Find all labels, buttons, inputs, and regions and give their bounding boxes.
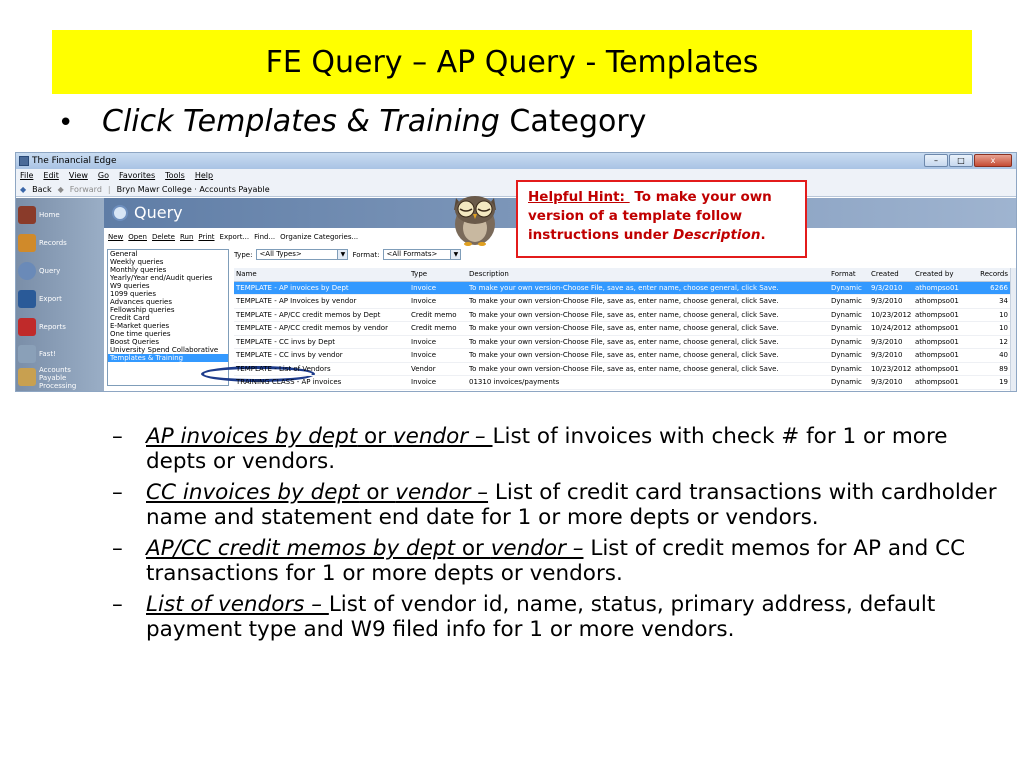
cell-created-by: athompso01 xyxy=(915,364,959,373)
hint-label: Helpful Hint: xyxy=(528,189,630,205)
delete-button[interactable]: Delete xyxy=(151,233,175,241)
cell-type: Invoice xyxy=(411,351,437,359)
forward-button[interactable]: Forward xyxy=(69,185,102,194)
cell-records: 10 xyxy=(999,324,1008,332)
sidebar-item-label: Home xyxy=(39,211,60,219)
cell-records: 40 xyxy=(999,351,1008,359)
cell-name: TEMPLATE - List of Vendors xyxy=(236,364,331,373)
grid-header-row xyxy=(234,268,1017,282)
hint-text: To make your own version of a template follow instructions under xyxy=(528,189,777,243)
owl-icon xyxy=(450,190,500,246)
back-button[interactable]: Back xyxy=(32,185,52,194)
category-item[interactable]: Monthly queries xyxy=(110,266,167,274)
cell-name: TEMPLATE - AP/CC credit memos by Dept xyxy=(236,310,381,319)
column-header-format[interactable]: Format xyxy=(831,270,856,278)
category-list[interactable] xyxy=(107,249,229,386)
query-title: Query xyxy=(134,203,183,222)
cell-name: TEMPLATE - AP/CC credit memos by vendor xyxy=(236,324,388,332)
cell-type: Invoice xyxy=(411,283,437,292)
type-filter-value: <All Types> xyxy=(259,250,302,258)
cell-description: To make your own version-Choose File, save as, enter name, choose general, click Save. xyxy=(469,351,779,359)
cell-name: TEMPLATE - CC invs by Dept xyxy=(236,337,336,346)
cell-format: Dynamic xyxy=(831,283,862,292)
cell-created-by: athompso01 xyxy=(915,297,959,305)
category-item[interactable]: General xyxy=(110,250,138,258)
menu-favorites[interactable]: Favorites xyxy=(118,171,156,180)
cell-type: Invoice xyxy=(411,378,437,386)
find-button[interactable]: Find... xyxy=(254,233,276,241)
cell-created: 10/23/2012 xyxy=(871,310,912,319)
cell-created-by: athompso01 xyxy=(915,283,959,292)
sidebar xyxy=(16,198,104,392)
cell-created: 9/3/2010 xyxy=(871,337,903,346)
sub-bullet-dash: – xyxy=(112,480,123,505)
cell-type: Credit memo xyxy=(411,324,457,332)
sidebar-item-ap-processing[interactable] xyxy=(18,366,102,392)
cell-created: 9/3/2010 xyxy=(871,378,903,386)
cell-name: TEMPLATE - CC invs by vendor xyxy=(236,351,343,359)
category-item[interactable]: Credit Card xyxy=(110,314,150,322)
table-row[interactable] xyxy=(234,309,1017,323)
cell-records: 10 xyxy=(999,310,1008,319)
window-title: The Financial Edge xyxy=(32,156,117,166)
query-toolbar xyxy=(108,233,358,241)
organize-categories-button[interactable]: Organize Categories... xyxy=(280,233,359,241)
category-item[interactable]: Boost Queries xyxy=(110,338,160,346)
sidebar-item-query[interactable] xyxy=(18,258,102,284)
query-icon xyxy=(18,262,36,280)
cell-created-by: athompso01 xyxy=(915,310,959,319)
column-header-name[interactable]: Name xyxy=(236,270,257,278)
records-icon xyxy=(18,234,36,252)
cell-type: Invoice xyxy=(411,337,437,346)
category-item[interactable]: 1099 queries xyxy=(110,290,157,298)
sidebar-item-label: Export xyxy=(39,295,62,303)
sub-bullet-text: List of credit memos for AP and CC transactions for 1 or more depts or vendors. xyxy=(146,536,972,586)
cell-created-by: athompso01 xyxy=(915,378,959,386)
cell-type: Credit memo xyxy=(411,310,457,319)
chevron-down-icon[interactable]: ▼ xyxy=(337,250,347,259)
grid-scrollbar[interactable] xyxy=(1010,268,1017,392)
sidebar-item-label: Reports xyxy=(39,323,66,331)
cell-created-by: athompso01 xyxy=(915,324,959,332)
fast-icon xyxy=(18,345,36,363)
cell-records: 34 xyxy=(999,297,1008,305)
table-row[interactable] xyxy=(234,282,1017,296)
bullet-italic-text: Click Templates & Training xyxy=(102,104,500,139)
cell-description: To make your own version-Choose File, save as, enter name, choose general, click Save. xyxy=(469,337,779,346)
open-button[interactable]: Open xyxy=(128,233,147,241)
cell-created-by: athompso01 xyxy=(915,351,959,359)
sidebar-item-label: Records xyxy=(39,239,67,247)
cell-records: 12 xyxy=(999,337,1008,346)
sub-bullet xyxy=(112,536,1012,586)
sub-bullet xyxy=(112,480,1012,530)
helpful-hint-box xyxy=(516,180,807,258)
column-header-description[interactable]: Description xyxy=(469,270,509,278)
cell-created: 9/3/2010 xyxy=(871,283,903,292)
print-button[interactable]: Print xyxy=(198,233,215,241)
menu-edit[interactable]: Edit xyxy=(43,171,59,180)
filter-bar xyxy=(234,249,461,260)
sub-bullet-term: vendor – xyxy=(395,480,489,505)
table-row[interactable] xyxy=(234,295,1017,309)
cell-created: 10/23/2012 xyxy=(871,364,912,373)
cell-format: Dynamic xyxy=(831,378,862,386)
ap-processing-icon xyxy=(18,368,36,386)
minimize-button[interactable]: – xyxy=(924,154,948,167)
sub-bullet-term: CC invoices by dept xyxy=(146,480,360,505)
query-header-icon xyxy=(112,205,128,221)
format-filter-label: Format: xyxy=(352,250,380,259)
sub-bullet-dash: – xyxy=(112,592,123,617)
cell-created: 9/3/2010 xyxy=(871,351,903,359)
menu-view[interactable]: View xyxy=(68,171,88,180)
menu-help[interactable]: Help xyxy=(194,171,214,180)
cell-created-by: athompso01 xyxy=(915,337,959,346)
cell-created: 10/24/2012 xyxy=(871,324,912,332)
slide-title: FE Query – AP Query - Templates xyxy=(52,30,972,94)
cell-records: 6266 xyxy=(990,283,1008,292)
table-row[interactable] xyxy=(234,349,1017,363)
table-row[interactable] xyxy=(234,363,1017,377)
type-filter-label: Type: xyxy=(234,250,253,259)
menu-tools[interactable]: Tools xyxy=(165,171,185,180)
sub-bullet-term: List of vendors – xyxy=(146,592,329,617)
table-row[interactable] xyxy=(234,322,1017,336)
sub-bullet-term: vendor – xyxy=(490,536,584,561)
bullet-dot: • xyxy=(58,108,74,138)
category-item[interactable]: One time queries xyxy=(110,330,171,338)
category-item[interactable]: University Spend Collaborative xyxy=(110,346,219,354)
reports-icon xyxy=(18,318,36,336)
sidebar-item-label: Accounts Payable Processing xyxy=(39,366,77,390)
cell-format: Dynamic xyxy=(831,324,862,332)
format-filter-select[interactable] xyxy=(383,249,461,260)
cell-name: TEMPLATE - AP invoices by Dept xyxy=(236,283,349,292)
cell-type: Invoice xyxy=(411,297,437,305)
cell-format: Dynamic xyxy=(831,297,862,305)
chevron-down-icon[interactable]: ▼ xyxy=(450,250,460,259)
cell-format: Dynamic xyxy=(831,351,862,359)
cell-name: TRAINING CLASS - AP invoices xyxy=(236,378,342,386)
export-icon xyxy=(18,290,36,308)
sidebar-item-label: Fast! xyxy=(39,350,56,358)
type-filter-select[interactable] xyxy=(256,249,348,260)
menu-file[interactable]: File xyxy=(20,171,34,180)
cell-description: To make your own version-Choose File, save as, enter name, choose general, click Save. xyxy=(469,283,779,292)
bullet-rest-text: Category xyxy=(499,104,647,139)
run-button[interactable]: Run xyxy=(179,233,194,241)
back-arrow-icon[interactable]: ◆ xyxy=(20,185,27,194)
sub-bullet-or: or xyxy=(359,480,396,505)
cell-records: 19 xyxy=(999,378,1008,386)
cell-description: To make your own version-Choose File, save as, enter name, choose general, click Save. xyxy=(469,324,779,332)
category-item[interactable]: Fellowship queries xyxy=(110,306,175,314)
cell-type: Vendor xyxy=(411,364,436,373)
hint-end: . xyxy=(760,227,766,243)
sub-bullet-list xyxy=(112,424,1012,648)
category-item[interactable]: Weekly queries xyxy=(110,258,164,266)
table-row[interactable] xyxy=(234,336,1017,350)
sub-bullet xyxy=(112,424,1012,474)
column-header-created[interactable]: Created xyxy=(871,270,899,278)
home-icon xyxy=(18,206,36,224)
sub-bullet-or: or xyxy=(357,424,393,449)
sub-bullet xyxy=(112,592,1012,642)
sidebar-item-home[interactable] xyxy=(18,202,102,228)
sub-bullet-dash: – xyxy=(112,424,123,449)
cell-records: 89 xyxy=(999,364,1008,373)
cell-description: To make your own version-Choose File, save as, enter name, choose general, click Save. xyxy=(469,297,779,305)
menu-go[interactable]: Go xyxy=(97,171,109,180)
sub-bullet-text: List of credit card transactions with cardholder name and statement end date for 1 or more depts or vendors. xyxy=(146,480,1004,530)
sub-bullet-term: vendor – xyxy=(392,424,493,449)
cell-name: TEMPLATE - AP Invoices by vendor xyxy=(236,297,357,305)
sidebar-item-label: Query xyxy=(39,267,61,275)
column-header-created-by[interactable]: Created by xyxy=(915,270,954,278)
category-item[interactable]: Yearly/Year end/Audit queries xyxy=(110,274,213,282)
hint-description-word: Description xyxy=(673,227,761,243)
cell-description: To make your own version-Choose File, save as, enter name, choose general, click Save. xyxy=(469,364,779,373)
sub-bullet-text: List of invoices with check # for 1 or more depts or vendors. xyxy=(146,424,948,474)
sub-bullet-or: or xyxy=(455,536,491,561)
cell-format: Dynamic xyxy=(831,364,862,373)
sub-bullet-dash: – xyxy=(112,536,123,561)
column-header-records[interactable]: Records xyxy=(980,270,1008,278)
export-button[interactable]: Export... xyxy=(219,233,250,241)
sub-bullet-term: AP invoices by dept xyxy=(146,424,358,449)
cell-description: To make your own version-Choose File, save as, enter name, choose general, click Save. xyxy=(469,310,779,319)
cell-format: Dynamic xyxy=(831,337,862,346)
cell-description: 01310 invoices/payments xyxy=(469,378,560,386)
new-button[interactable]: New xyxy=(108,233,124,241)
location-breadcrumb[interactable]: Bryn Mawr College · Accounts Payable xyxy=(116,185,270,194)
forward-arrow-icon[interactable]: ◆ xyxy=(57,185,64,194)
sidebar-item-fast[interactable] xyxy=(18,341,102,367)
format-filter-value: <All Formats> xyxy=(386,250,438,258)
app-icon xyxy=(19,156,29,166)
category-item[interactable]: Advances queries xyxy=(110,298,172,306)
maximize-button[interactable]: □ xyxy=(949,154,973,167)
category-item[interactable]: W9 queries xyxy=(110,282,150,290)
sidebar-item-export[interactable] xyxy=(18,286,102,312)
category-item-templates-training[interactable]: Templates & Training xyxy=(108,354,228,362)
sidebar-item-reports[interactable] xyxy=(18,314,102,340)
sub-bullet-term: AP/CC credit memos by dept xyxy=(146,536,456,561)
sidebar-item-records[interactable] xyxy=(18,230,102,256)
column-header-type[interactable]: Type xyxy=(411,270,428,278)
table-row[interactable] xyxy=(234,376,1017,390)
sub-bullet-text: List of vendor id, name, status, primary address, default payment type and W9 filed info for 1 or more vendors. xyxy=(146,592,936,642)
main-bullet xyxy=(58,104,646,139)
query-grid xyxy=(234,268,1017,390)
window-titlebar xyxy=(16,153,1016,169)
cell-format: Dynamic xyxy=(831,310,862,319)
close-button[interactable]: x xyxy=(974,154,1012,167)
cell-created: 9/3/2010 xyxy=(871,297,903,305)
category-item[interactable]: E-Market queries xyxy=(110,322,170,330)
nav-separator: | xyxy=(107,185,111,194)
